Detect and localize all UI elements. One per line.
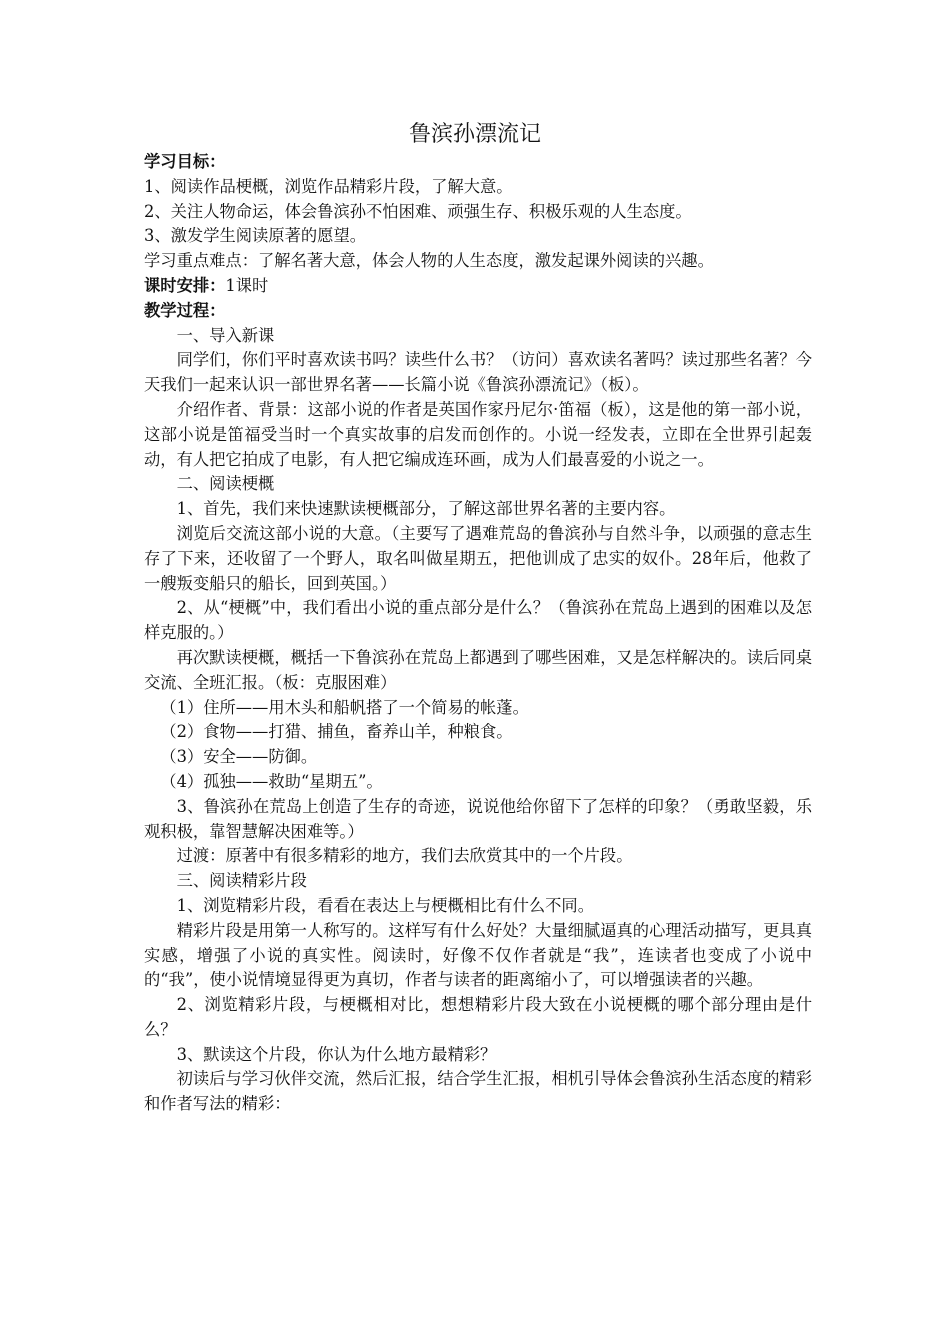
section-1-title: 一、导入新课 [176,325,275,345]
schedule-value: 1课时 [225,275,269,295]
section-3-title: 三、阅读精彩片段 [176,871,307,891]
section-1-paragraph-2: 介绍作者、背景：这部小说的作者是英国作家丹尼尔·笛福（板），这是他的第一部小说，这部小说是笛福受当时一个真实故事的启发而创作的。小说一经发表，立即在全世界引起轰动，有人把它拍成了电影，有人把它编成连环画，成为人们最喜爱的小说之一。 [144,399,812,469]
section-3-paragraph-4: 3、默读这个片段，你认为什么地方最精彩？ [176,1044,497,1064]
difficulty-item-4: （4）孤独——救助“星期五”。 [160,771,383,791]
goal-item-1: 1、阅读作品梗概，浏览作品精彩片段，了解大意。 [144,176,513,196]
section-3-paragraph-5: 初读后与学习伙伴交流，然后汇报，结合学生汇报，相机引导体会鲁滨孙生活态度的精彩和作者写法的精彩： [144,1069,812,1114]
section-2-paragraph-1: 1、首先，我们来快速默读梗概部分，了解这部世界名著的主要内容。 [176,499,676,519]
difficulty-item-2: （2）食物——打猎、捕鱼，畜养山羊，种粮食。 [160,722,513,742]
process-heading: 教学过程： [144,300,226,320]
section-1-paragraph-1: 同学们，你们平时喜欢读书吗？读些什么书？（访问）喜欢读名著吗？读过那些名著？今天我们一起来认识一部世界名著——长篇小说《鲁滨孙漂流记》（板）。 [144,350,812,395]
section-3-paragraph-1: 1、浏览精彩片段，看看在表达上与梗概相比有什么不同。 [176,895,594,915]
difficulty-item-1: （1）住所——用木头和船帆搭了一个简易的帐蓬。 [160,697,529,717]
schedule-heading: 课时安排： [144,275,226,295]
section-2-title: 二、阅读梗概 [176,474,275,494]
section-2-paragraph-4: 再次默读梗概，概括一下鲁滨孙在荒岛上都遇到了哪些困难，又是怎样解决的。读后同桌交流、全班汇报。（板：克服困难） [144,647,812,692]
document-title: 鲁滨孙漂流记 [408,122,541,147]
section-2-paragraph-3: 2、从“梗概”中，我们看出小说的重点部分是什么？（鲁滨孙在荒岛上遇到的困难以及怎样克服的。） [144,598,812,643]
key-points: 学习重点难点：了解名著大意，体会人物的人生态度，激发起课外阅读的兴趣。 [144,251,714,271]
section-2-paragraph-2: 浏览后交流这部小说的大意。（主要写了遇难荒岛的鲁滨孙与自然斗争，以顽强的意志生存了下来，还收留了一个野人，取名叫做星期五，把他训成了忠实的奴仆。28年后，他救了一艘叛变船只的船长，回到英国。） [144,523,812,593]
schedule-line [144,274,812,299]
section-2-paragraph-5: 3、鲁滨孙在荒岛上创造了生存的奇迹，说说他给你留下了怎样的印象？（勇敢坚毅，乐观积极，靠智慧解决困难等。） [144,796,812,841]
goal-item-2: 2、关注人物命运，体会鲁滨孙不怕困难、顽强生存、积极乐观的人生态度。 [144,201,692,221]
goal-item-3: 3、激发学生阅读原著的愿望。 [144,226,367,246]
difficulty-item-3: （3）安全——防御。 [160,747,318,767]
section-2-transition: 过渡：原著中有很多精彩的地方，我们去欣赏其中的一个片段。 [176,846,633,866]
section-3-paragraph-2: 精彩片段是用第一人称写的。这样写有什么好处？大量细腻逼真的心理活动描写，更具真实感，增强了小说的真实性。阅读时，好像不仅作者就是“我”，连读者也变成了小说中的“我”，使小说情境显得更为真切，作者与读者的距离缩小了，可以增强读者的兴趣。 [144,920,812,990]
goals-heading: 学习目标： [144,152,226,171]
section-3-paragraph-3: 2、浏览精彩片段，与梗概相对比，想想精彩片段大致在小说梗概的哪个部分理由是什么？ [144,995,812,1039]
document-body [144,150,812,1117]
